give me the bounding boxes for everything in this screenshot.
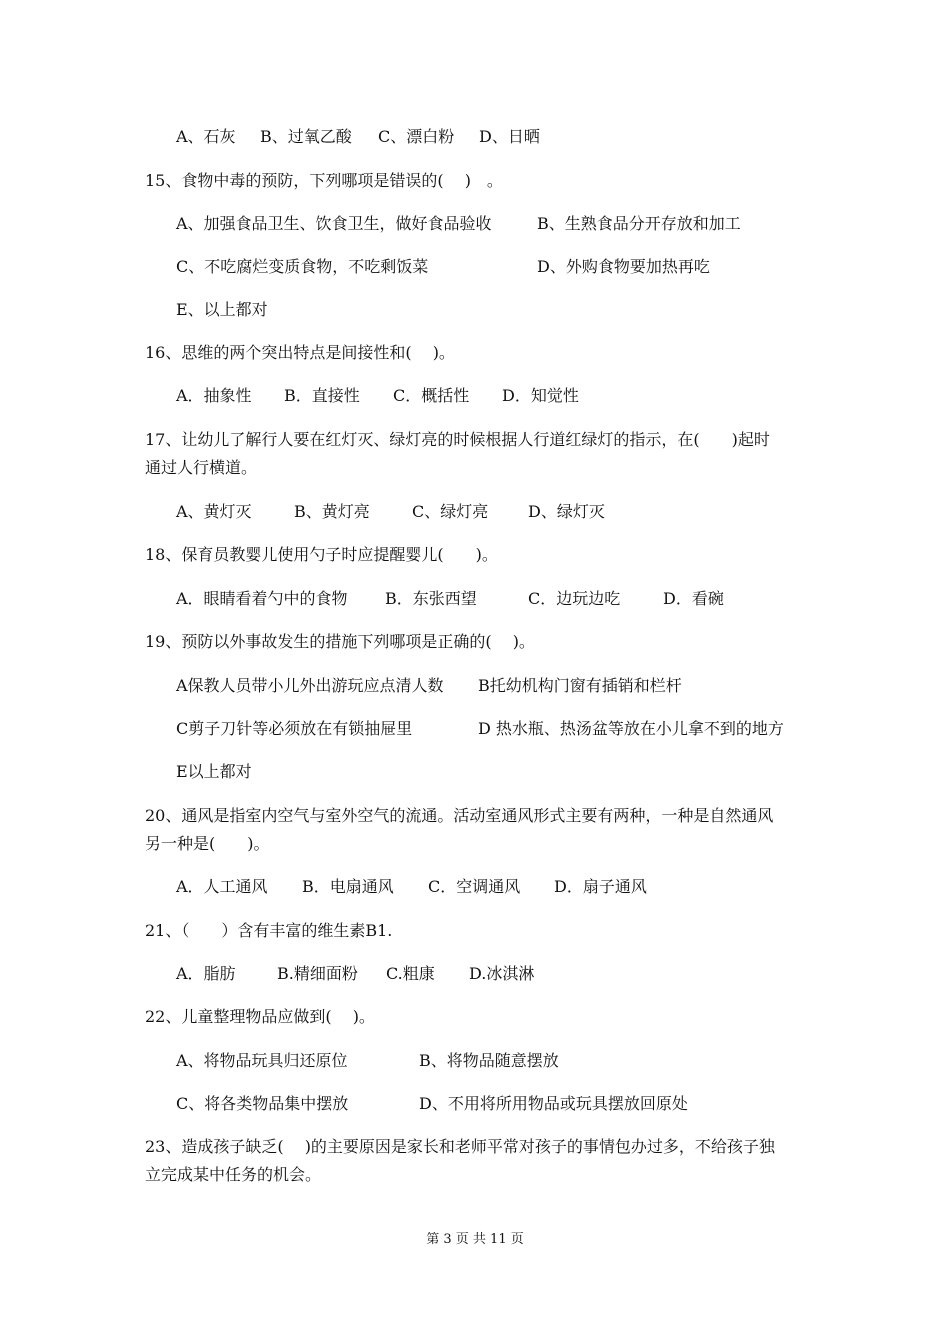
q22-option-b: B、将物品随意摆放	[419, 1051, 559, 1070]
question-21-stem: 21、（ ）含有丰富的维生素B1.	[145, 921, 393, 940]
question-17-stem-line2: 通过人行横道。	[145, 458, 258, 477]
q17-option-a: A、黄灯灭	[176, 502, 252, 521]
question-22-stem: 22、儿童整理物品应做到( )。	[145, 1007, 375, 1026]
q14-option-c: C、漂白粉	[378, 127, 455, 146]
question-23-stem-line1: 23、造成孩子缺乏( )的主要原因是家长和老师平常对孩子的事情包办过多，不给孩子独	[145, 1137, 775, 1156]
q21-option-d: D.冰淇淋	[469, 964, 535, 983]
q19-option-c: C剪子刀针等必须放在有锁抽屉里	[176, 719, 413, 738]
q15-option-e: E、以上都对	[176, 300, 268, 319]
q17-option-b: B、黄灯亮	[294, 502, 370, 521]
q22-option-d: D、不用将所用物品或玩具摆放回原处	[419, 1094, 688, 1113]
q21-option-b: B.精细面粉	[277, 964, 358, 983]
q18-option-c: C．边玩边吃	[528, 589, 621, 608]
question-23-stem-line2: 立完成某中任务的机会。	[145, 1165, 322, 1184]
q21-option-c: C.粗康	[386, 964, 435, 983]
q14-option-d: D、日晒	[479, 127, 540, 146]
q18-option-a: A．眼睛看着勺中的食物	[176, 589, 348, 608]
question-16-stem: 16、思维的两个突出特点是间接性和( )。	[145, 343, 455, 362]
q16-option-c: C．概括性	[393, 386, 470, 405]
question-20-stem-line2: 另一种是( )。	[145, 834, 270, 853]
q19-option-a: A保教人员带小儿外出游玩应点清人数	[176, 676, 444, 695]
q18-option-d: D．看碗	[663, 589, 724, 608]
q20-option-b: B．电扇通风	[302, 877, 394, 896]
question-17-stem-line1: 17、让幼儿了解行人要在红灯灭、绿灯亮的时候根据人行道红绿灯的指示，在( )起时	[145, 430, 770, 449]
q15-option-b: B、生熟食品分开存放和加工	[537, 214, 741, 233]
q20-option-a: A．人工通风	[176, 877, 268, 896]
q14-option-b: B、过氧乙酸	[260, 127, 352, 146]
question-19-stem: 19、预防以外事故发生的措施下列哪项是正确的( )。	[145, 632, 535, 651]
page-number-footer: 第 3 页 共 11 页	[426, 1232, 524, 1247]
q22-option-a: A、将物品玩具归还原位	[176, 1051, 348, 1070]
q20-option-d: D．扇子通风	[554, 877, 647, 896]
q17-option-c: C、绿灯亮	[412, 502, 489, 521]
q20-option-c: C．空调通风	[428, 877, 521, 896]
q19-option-e: E以上都对	[176, 762, 252, 781]
q21-option-a: A．脂肪	[176, 964, 236, 983]
q14-option-a: A、石灰	[176, 127, 236, 146]
q15-option-d: D、外购食物要加热再吃	[537, 257, 710, 276]
q15-option-c: C、不吃腐烂变质食物，不吃剩饭菜	[176, 257, 429, 276]
question-15-stem: 15、食物中毒的预防，下列哪项是错误的( ) 。	[145, 171, 503, 190]
question-20-stem-line1: 20、通风是指室内空气与室外空气的流通。活动室通风形式主要有两种，一种是自然通风	[145, 806, 774, 825]
q17-option-d: D、绿灯灭	[528, 502, 605, 521]
q15-option-a: A、加强食品卫生、饮食卫生，做好食品验收	[176, 214, 492, 233]
q22-option-c: C、将各类物品集中摆放	[176, 1094, 349, 1113]
q19-option-b: B托幼机构门窗有插销和栏杆	[478, 676, 682, 695]
q16-option-b: B．直接性	[284, 386, 360, 405]
q18-option-b: B．东张西望	[385, 589, 477, 608]
question-18-stem: 18、保育员教婴儿使用勺子时应提醒婴儿( )。	[145, 545, 498, 564]
q16-option-d: D．知觉性	[502, 386, 579, 405]
q19-option-d: D 热水瓶、热汤盆等放在小儿拿不到的地方	[478, 719, 784, 738]
q16-option-a: A．抽象性	[176, 386, 252, 405]
